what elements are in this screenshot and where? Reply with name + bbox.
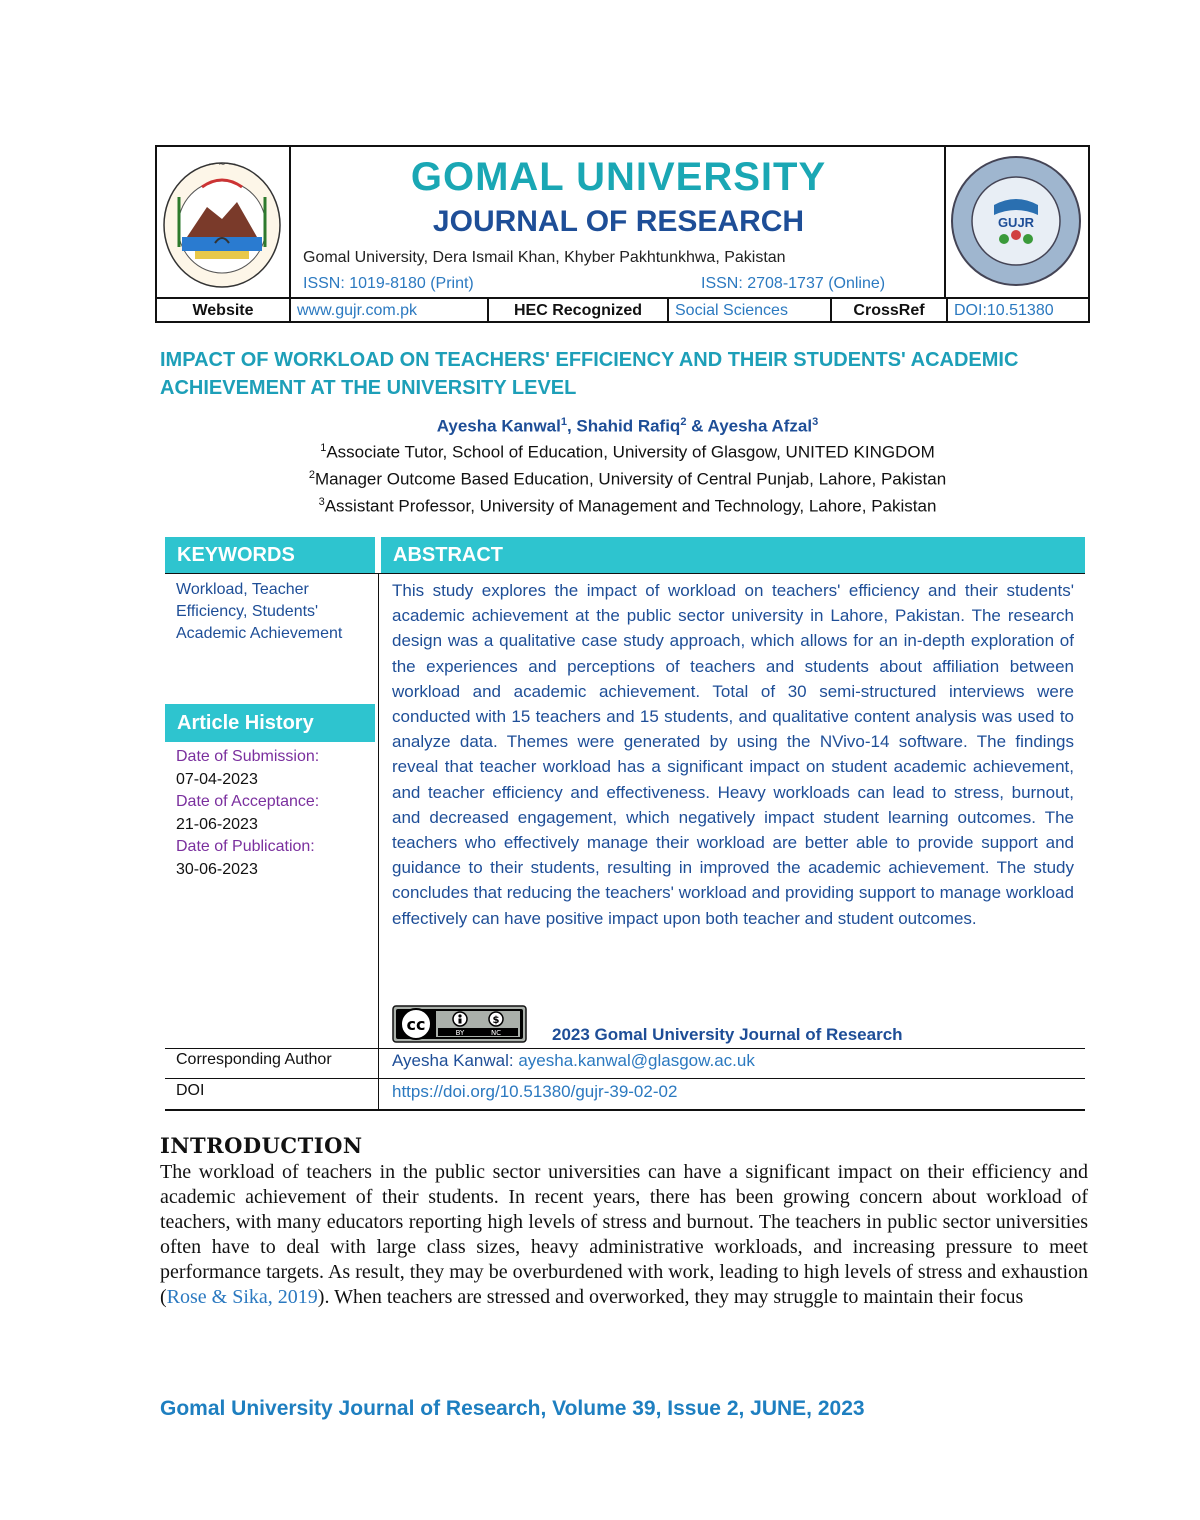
crossref-label: CrossRef [832, 299, 948, 323]
license-text: 2023 Gomal University Journal of Research [552, 1025, 903, 1044]
cc-nc-label: NC [490, 1029, 502, 1037]
table-divider [165, 573, 1085, 574]
corresponding-author [392, 1051, 755, 1071]
abstract-heading: ABSTRACT [381, 537, 1085, 573]
issn-online: ISSN: 2708-1737 (Online) [701, 275, 886, 292]
author-line [160, 416, 1095, 437]
table-column-divider [378, 573, 379, 1110]
intro-text-part2: ). When teachers are stressed and overworked, they may struggle to maintain their focus [317, 1286, 1024, 1308]
introduction-text [160, 1160, 1088, 1310]
affiliation-3-sup: 3 [318, 496, 325, 508]
citation-link[interactable]: Rose & Sika, 2019 [166, 1286, 318, 1308]
author-3-sup: 3 [812, 416, 819, 428]
author-2: Shahid Rafiq [576, 416, 681, 436]
svg-text:~ ~ ~: ~ ~ ~ [207, 160, 237, 170]
author-sep-1: , [566, 416, 577, 436]
publication-label: Date of Publication: [176, 838, 315, 855]
table-row-divider [165, 1078, 1085, 1079]
intro-text-part1: The workload of teachers in the public sector universities can have a significant impact on their efficiency and academic achievement of their students. In recent years, there has been growing concern about workload of teachers, with many educators reporting high levels of stress and burnout. The teachers in public sector universities often have to deal with large class sizes, heavy administrative workloads, and increasing pressure to meet performance targets. As result, they may be overburdened with work, leading to high levels of stress and exhaustion ( [160, 1161, 1088, 1308]
affiliation-1-sup: 1 [320, 442, 327, 454]
affiliation-1-text: Associate Tutor, School of Education, University of Glasgow, UNITED KINGDOM [326, 442, 935, 462]
article-title: IMPACT OF WORKLOAD ON TEACHERS' EFFICIENCY AND THEIR STUDENTS' ACADEMIC ACHIEVEMENT AT THE UNIVERSITY LEVEL [160, 349, 1019, 399]
affiliation-1 [160, 442, 1095, 463]
author-1-sup: 1 [560, 416, 567, 428]
article-history [176, 746, 371, 881]
affiliation-2 [160, 469, 1095, 490]
journal-title-line2: JOURNAL OF RESEARCH [432, 205, 805, 238]
article-history-heading: Article History [165, 704, 375, 742]
submission-label: Date of Submission: [176, 748, 320, 765]
acceptance-date: 21-06-2023 [176, 815, 258, 833]
header-titles [291, 147, 946, 297]
doi-label: DOI [176, 1082, 205, 1099]
subject-area: Social Sciences [669, 299, 832, 323]
doi-prefix[interactable]: DOI:10.51380 [954, 302, 1054, 319]
header-info-row [157, 297, 1088, 323]
cc-by-label: BY [455, 1029, 465, 1037]
page-footer: Gomal University Journal of Research, Volume 39, Issue 2, JUNE, 2023 [160, 1397, 865, 1420]
keywords-text: Workload, Teacher Efficiency, Students' Academic Achievement [176, 581, 343, 642]
corresponding-author-label: Corresponding Author [176, 1051, 332, 1068]
affiliation-2-sup: 2 [308, 469, 315, 481]
submission-date: 07-04-2023 [176, 770, 258, 788]
journal-title-line1: GOMAL UNIVERSITY [410, 155, 827, 199]
university-logo [157, 147, 291, 297]
introduction-heading: INTRODUCTION [160, 1133, 363, 1158]
author-1: Ayesha Kanwal [436, 416, 561, 436]
cc-license-icon[interactable] [392, 1005, 527, 1043]
corresponding-author-name: Ayesha Kanwal: [392, 1051, 519, 1070]
hec-label: HEC Recognized [489, 299, 669, 323]
keywords-heading: KEYWORDS [165, 537, 375, 573]
journal-logo-text: GUJR [997, 215, 1035, 230]
acceptance-label: Date of Acceptance: [176, 793, 320, 810]
journal-header [155, 145, 1090, 323]
affiliation-3 [160, 496, 1095, 517]
doi-link[interactable]: https://doi.org/10.51380/gujr-39-02-02 [392, 1082, 678, 1101]
author-3: Ayesha Afzal [707, 416, 813, 436]
author-2-sup: 2 [680, 416, 687, 428]
author-sep-2: & [686, 416, 708, 436]
corresponding-email-link[interactable]: ayesha.kanwal@glasgow.ac.uk [518, 1051, 755, 1070]
affiliation-2-text: Manager Outcome Based Education, University of Central Punjab, Lahore, Pakistan [314, 469, 947, 489]
journal-logo [944, 147, 1088, 297]
cc-label: cc [406, 1015, 426, 1034]
affiliation-3-text: Assistant Professor, University of Management and Technology, Lahore, Pakistan [324, 496, 937, 516]
abstract-text: This study explores the impact of workload on teachers' efficiency and their students' academic achievement at the public sector university in Lahore, Pakistan. The research design was a qualitative case study approach, which allows for an in-depth exploration of the experiences and perceptions of teachers and students about affiliation between workload and academic achievement. Total of 30 semi-structured interviews were conducted with 15 teachers and 15 students, and qualitative content analysis was used to analyze data. Themes were generated by using the NVivo-14 software. The findings reveal that teacher workload has a significant impact on student academic achievement, and teacher efficiency and effectiveness. Heavy workloads can lead to stress, burnout, and decreased engagement, which negatively impact student learning outcomes. The teachers who effectively manage their workload are better able to provide support and guidance to their students, resulting in improved the academic achievement. The study concludes that reducing the teachers' workload and providing support to manage workload effectively can have positive impact upon both teacher and student outcomes. [392, 581, 1074, 928]
website-link[interactable]: www.gujr.com.pk [291, 299, 489, 323]
journal-address: Gomal University, Dera Ismail Khan, Khyber Pakhtunkhwa, Pakistan [303, 249, 786, 266]
table-bottom-rule [165, 1109, 1085, 1111]
publication-date: 30-06-2023 [176, 860, 258, 878]
website-label: Website [157, 299, 291, 323]
table-row-divider [165, 1048, 1085, 1049]
issn-print: ISSN: 1019-8180 (Print) [303, 275, 474, 292]
svg-text:$: $ [492, 1015, 500, 1026]
